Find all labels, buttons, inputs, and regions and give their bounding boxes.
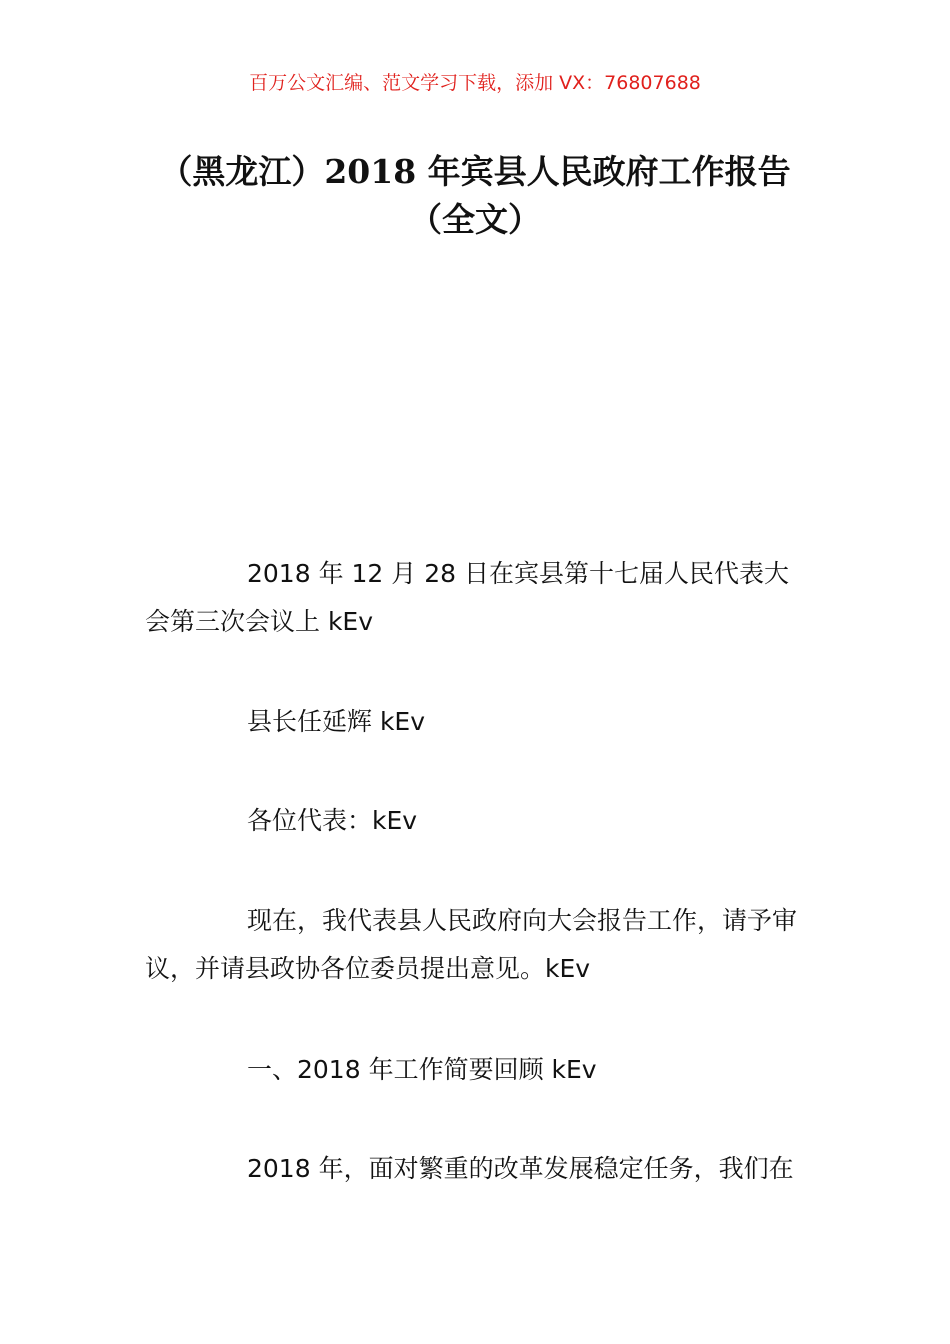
document-title: （黑龙江）2018 年宾县人民政府工作报告 (159, 152, 791, 191)
paragraph-speaker: 县长任延辉 kEv (247, 707, 426, 736)
document-title-continued: （全文） (409, 200, 541, 239)
section-heading-review: 一、2018 年工作简要回顾 kEv (247, 1055, 597, 1084)
header-promo-note: 百万公文汇编、范文学习下载，添加 VX：76807688 (249, 72, 701, 94)
paragraph-meeting-info: 2018 年 12 月 28 日在宾县第十七届人民代表大会第三次会议上 kEv (145, 559, 789, 636)
paragraph-salutation: 各位代表：kEv (247, 806, 418, 835)
paragraph-review-start: 2018 年，面对繁重的改革发展稳定任务，我们在 (247, 1154, 794, 1183)
paragraph-opening: 现在，我代表县人民政府向大会报告工作，请予审议，并请县政协各位委员提出意见。kEv (145, 906, 798, 983)
